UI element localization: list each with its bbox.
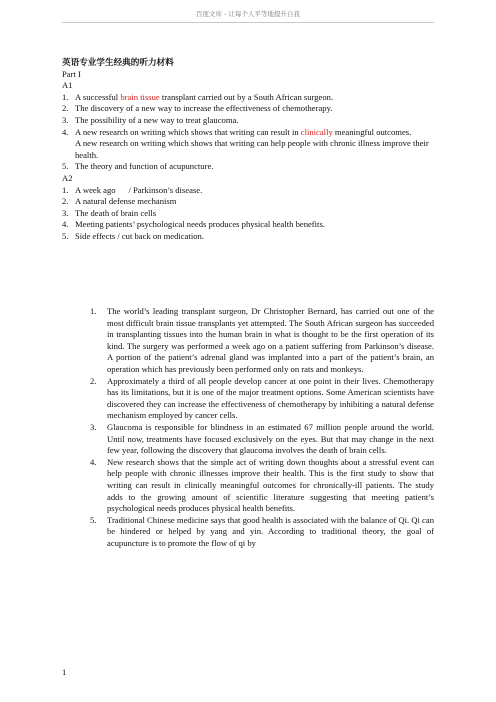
- part-heading: Part I: [62, 68, 81, 79]
- item-text: A week ago / Parkinson’s disease.: [75, 184, 203, 195]
- item-number: 3.: [62, 114, 69, 125]
- document-body: [62, 57, 434, 243]
- list-item: [62, 115, 434, 127]
- list-item: [62, 196, 434, 208]
- a2-list: [62, 185, 434, 243]
- item-text: The death of brain cells: [75, 207, 157, 218]
- passage-number: 3.: [90, 421, 97, 432]
- document-title: 英语专业学生经典的听力材料: [62, 57, 174, 67]
- highlighted-term: clinically: [300, 126, 333, 137]
- passage-text: Approximately a third of all people develop cancer at one point in their lives. Chemotherapy has its limitations, but it is one of the major treatment options. Some American scientists have discovered they can increase the effectiveness of chemotherapy by inhibiting a natural defense mechanism employed by cancer cells.: [107, 375, 434, 421]
- highlighted-term: brain tissue: [120, 91, 160, 102]
- passage-number: 5.: [90, 514, 97, 525]
- item-text: Meeting patients’ psychological needs produces physical health benefits.: [75, 219, 325, 230]
- passage-number: 4.: [90, 456, 97, 467]
- item-number: 2.: [62, 196, 69, 207]
- list-item: [62, 185, 434, 197]
- header-divider: [62, 22, 434, 23]
- passage-text: Glaucoma is responsible for blindness in an estimated 67 million people around the world. Until now, treatments have focused exclusively on the eyes. But that may change in the next few year, following the discovery that glaucoma involves the death of brain cells.: [107, 421, 434, 456]
- item-number: 1.: [62, 91, 69, 102]
- list-item: [62, 231, 434, 243]
- page-header: 百度文库 - 让每个人平等地提升自我: [196, 10, 300, 18]
- item-text: The possibility of a new way to treat glaucoma.: [75, 114, 239, 125]
- item-number: 2.: [62, 103, 69, 114]
- passage-item: [90, 376, 434, 422]
- list-item: [62, 92, 434, 104]
- list-item: [62, 103, 434, 115]
- passage-list: [90, 306, 434, 549]
- a1-note: A new research on writing which shows that writing can help people with chronic illness improve their health.: [75, 138, 429, 160]
- passage-item: [90, 457, 434, 515]
- passage-number: 2.: [90, 375, 97, 386]
- item-number: 4.: [62, 126, 69, 137]
- list-item: [62, 127, 434, 139]
- item-number: 1.: [62, 184, 69, 195]
- passage-number: 1.: [90, 306, 97, 316]
- passage-text: The world’s leading transplant surgeon, Dr Christopher Bernard, has carried out one of the most difficult brain tissue transplants yet attempted. The South African surgeon has succeeded in transplanting tissues into the human brain in what is thought to be the first operation of its kind. The surgery was performed a week ago on a patient suffering from Parkinson’s disease. A portion of the patient’s adrenal gland was implanted into a part of the patient’s brain, an operation which has previously been performed only on rats and monkeys.: [107, 306, 434, 374]
- item-number: 4.: [62, 219, 69, 230]
- item-text: A natural defense mechanism: [75, 196, 177, 207]
- a1-list: [62, 92, 434, 138]
- item-text: A new research on writing which shows that writing can result in: [75, 126, 301, 137]
- item-number: 5.: [62, 230, 69, 241]
- passage-text: New research shows that the simple act of writing down thoughts about a stressful event can help people with chronic illnesses improve their health. This is the first study to show that writing can result in clinically meaningful outcomes for chronically-ill patients. The study adds to the growing amount of scientific literature suggesting that meeting patient’s psychological needs produces physical health benefits.: [107, 456, 434, 514]
- item-text: transplant carried out by a South African surgeon.: [159, 91, 334, 102]
- transcript-passages: [90, 306, 434, 549]
- list-item: [62, 161, 434, 173]
- item-text: meaningful outcomes.: [332, 126, 412, 137]
- page-number: 1: [62, 667, 67, 677]
- section-a2-heading: A2: [62, 172, 73, 183]
- item-text: The theory and function of acupuncture.: [75, 161, 214, 172]
- item-number: 5.: [62, 161, 69, 172]
- passage-text: Traditional Chinese medicine says that good health is associated with the balance of Qi. Qi can be hindered or helped by yang and yin. According to traditional theory, the goal of acupuncture is to promote the flow of qi by: [107, 514, 434, 548]
- list-item: [62, 219, 434, 231]
- passage-item: [90, 306, 434, 376]
- passage-item: [90, 422, 434, 457]
- list-item: [62, 208, 434, 220]
- a1-list-cont: [62, 161, 434, 173]
- section-a1-heading: A1: [62, 80, 73, 91]
- item-text: Side effects / cut back on medication.: [75, 230, 204, 241]
- item-text: The discovery of a new way to increase the effectiveness of chemotherapy.: [75, 103, 333, 114]
- item-number: 3.: [62, 207, 69, 218]
- passage-item: [90, 515, 434, 550]
- item-text: A successful: [75, 91, 121, 102]
